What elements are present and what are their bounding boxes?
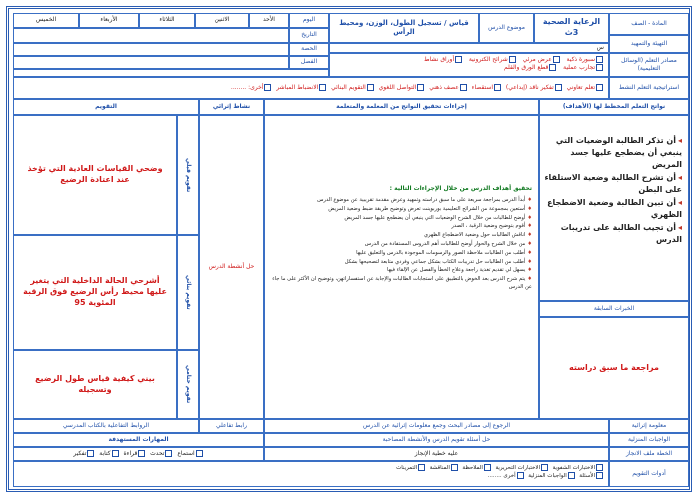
day-cell: الثلاثاء: [139, 13, 195, 28]
class-row: [13, 56, 289, 69]
source-option[interactable]: قطع الورق والقلم: [504, 64, 557, 71]
strategy-option[interactable]: أخرى: ........: [231, 84, 273, 91]
checkbox-icon[interactable]: [541, 464, 548, 471]
procedure-item: ♦أستعين بمجموعة من الشرائح التعليمية بوربوينت تعرض وتوضيح طريقة ضبط وضعية المريض: [328, 205, 532, 212]
evaluation-header: التقويم: [13, 99, 199, 115]
subject-label: المادة - الصف: [609, 13, 689, 35]
sources-label: مصادر التعلم (الوسائل التعليمية): [609, 53, 689, 77]
objective-item: ◂أن تبين الطالبة وضعية الاضطجاع الظهري: [547, 198, 682, 219]
objective-item: ◂أن تجيب الطالبة على تدريبات الدرس: [560, 223, 682, 244]
evaluation-text: وضحي القياسات العادية التي تؤخذ عند اعتادة الرضيع: [13, 115, 177, 235]
skill-option[interactable]: قراءة: [124, 450, 147, 458]
skill-option[interactable]: تفكير: [73, 450, 95, 458]
activity-cell: حل أنشطة الدرس: [199, 115, 264, 419]
checkbox-icon[interactable]: [596, 84, 603, 91]
eval-tool-option[interactable]: الأسئلة: [579, 473, 604, 479]
bullet-icon: ♦: [527, 240, 532, 247]
eval-tools-options: [13, 461, 609, 487]
assign-label: الواجبات المنزلية: [609, 433, 689, 447]
checkbox-icon[interactable]: [596, 464, 603, 471]
procedure-item: ♦يسهل لي تقديم تغذية راجعة وعلاج الخطأ والفصل عن الإلقاء فيها: [387, 267, 532, 274]
checkbox-icon[interactable]: [455, 56, 462, 63]
source-option[interactable]: عرض مرئي: [523, 56, 561, 63]
period-row: [13, 43, 289, 56]
strategy-option[interactable]: التواصل اللغوي: [379, 84, 426, 91]
eval-tool-option[interactable]: أخرى ........: [488, 473, 525, 479]
eval-tool-option[interactable]: الاختبارات الشفوية: [553, 465, 604, 471]
checkbox-icon[interactable]: [460, 84, 467, 91]
prior-label: الخبرات السابقة: [539, 301, 689, 317]
evaluation-type-label: تقويم قبلي: [177, 115, 199, 235]
procedure-item: ♦أطلب من الطالبات حل تدريبات الكتاب بشكل جماعي وفردي متابعة لتصحيحها بشكل: [344, 258, 532, 265]
strategies-options: [13, 77, 609, 99]
strategy-option[interactable]: التقويم البنائي: [331, 84, 375, 91]
skill-option[interactable]: تحدث: [150, 450, 173, 458]
checkbox-icon[interactable]: [509, 56, 516, 63]
objective-item: ◂أن تشرح الطالبة وضعية الاستلقاء على البطن: [544, 173, 682, 194]
eval-tool-option[interactable]: التمرينات: [396, 465, 426, 471]
period-label: الحصة: [289, 43, 329, 56]
objective-item: ◂أن تذكر الطالبة الوضعيات التي ينبغي أن يضطجع عليها جسد المريض: [555, 136, 682, 169]
checkbox-icon[interactable]: [596, 472, 603, 479]
checkbox-icon[interactable]: [112, 450, 119, 457]
arrow-bullet-icon: ◂: [677, 223, 682, 232]
checkbox-icon[interactable]: [367, 84, 374, 91]
evaluation-text: بيني كيفية قياس طول الرضيع وتسجيله: [13, 350, 177, 419]
source-option[interactable]: شرائح الكترونية: [469, 56, 517, 63]
procedure-item: ♦أقوم بتوضيح وضعية الرقبة ، الصدر: [451, 223, 532, 230]
eval-tool-option[interactable]: المناقشة: [430, 465, 459, 471]
checkbox-icon[interactable]: [264, 84, 271, 91]
source-option[interactable]: تجارب عملية: [563, 64, 604, 71]
strategy-option[interactable]: استقصاء: [472, 84, 502, 91]
checkbox-icon[interactable]: [549, 64, 556, 71]
checkbox-icon[interactable]: [553, 56, 560, 63]
eval-tools-label: أدوات التقويم: [609, 461, 689, 487]
procedure-item: ♦أوضح للطالبات من خلال الشرح الوضعيات التي ينبغي أن يضطجع عليها جسد المريض: [344, 214, 532, 221]
date-label: التاريخ: [289, 28, 329, 43]
skills-options: [13, 447, 264, 461]
checkbox-icon[interactable]: [319, 84, 326, 91]
skill-option[interactable]: استماع: [177, 450, 203, 458]
procedure-item: ♦أطلب من الطالبات ملاحظة الصور والرسومات الموجودة بالدرس والتعليق عليها: [356, 249, 532, 256]
sources-options: [329, 53, 609, 77]
lesson-topic-label: موضوع الدرس: [479, 13, 534, 43]
checkbox-icon[interactable]: [87, 450, 94, 457]
source-option[interactable]: أوراق نشاط: [424, 56, 463, 63]
link-value: الروابط التفاعلية بالكتاب المدرسي: [13, 419, 199, 433]
homework-label: معلومة إثرائية: [609, 419, 689, 433]
procedure-item: ♦من خلال الشرح والحوار أوضح للطالبات أهم الدروس المستفادة من الدرس: [364, 240, 532, 247]
class-label: الفصل: [289, 56, 329, 69]
day-cell: الخميس: [13, 13, 79, 28]
objectives-list: [539, 115, 689, 301]
checkbox-icon[interactable]: [196, 450, 203, 457]
bullet-icon: ♦: [527, 205, 532, 212]
link-label: رابط تفاعلي: [199, 419, 264, 433]
prep-label: التهيئة والتمهيد: [609, 35, 689, 53]
day-cell: الأربعاء: [79, 13, 139, 28]
achievement-value: عليه خطية الإنجاز: [264, 447, 609, 461]
checkbox-icon[interactable]: [568, 472, 575, 479]
bullet-icon: ♦: [527, 232, 532, 239]
activity-header: نشاط إثرائي: [199, 99, 264, 115]
eval-tool-option[interactable]: الملاحظة: [462, 465, 492, 471]
strategy-option[interactable]: تفكير ناقد (إبداعي): [506, 84, 563, 91]
bullet-icon: ♦: [527, 249, 532, 256]
day-cell: الأحد: [249, 13, 289, 28]
bullet-icon: ♦: [527, 214, 532, 221]
checkbox-icon[interactable]: [494, 84, 501, 91]
achievement-label: الخطة ملف الانجاز: [609, 447, 689, 461]
procedure-item: ♦يتم شرح الدرس بعد الخوض بالتطبيق على استجابات الطالبات والإجابة عن استفساراتهن، وتوضيح ان الأكثر على ما جاء عن الدرس: [272, 276, 532, 290]
checkbox-icon[interactable]: [451, 464, 458, 471]
lesson-topic-value: قياس / تسجيل الطول، الوزن، ومحيط الرأس: [329, 13, 479, 43]
strategy-option[interactable]: الانضباط المباشر: [276, 84, 327, 91]
checkbox-icon[interactable]: [517, 472, 524, 479]
procedures-header: إجراءات تحقيق النواتج من المعلمة والمتعلمة: [264, 99, 539, 115]
bullet-icon: ♦: [527, 258, 532, 265]
bullet-icon: ♦: [527, 223, 532, 230]
procedures-title: تحقيق أهداف الدرس من خلال الإجراءات التالية :: [389, 185, 532, 192]
checkbox-icon[interactable]: [138, 450, 145, 457]
skill-option[interactable]: كتابة: [99, 450, 119, 458]
source-option[interactable]: سبورة ذكية: [567, 56, 604, 63]
sources-filler: [13, 69, 329, 77]
bullet-icon: ♦: [527, 267, 532, 274]
checkbox-icon[interactable]: [555, 84, 562, 91]
outcomes-header: نواتج التعلم المخطط لها (الأهداف): [539, 99, 689, 115]
evaluation-type-label: تقويم بنائي: [177, 235, 199, 350]
homework-value: الرجوع إلى مصادر البحث وجمع معلومات إثرائية عن الدرس: [264, 419, 609, 433]
evaluation-text: أشرحي الحالة الداخلية التي يتغير عليها محيط رأس الرضيع فوق الرقبة المئوية 95: [13, 235, 177, 350]
evaluation-type-label: تقويم ختامي: [177, 350, 199, 419]
checkbox-icon[interactable]: [417, 84, 424, 91]
arrow-bullet-icon: ◂: [677, 173, 682, 182]
eval-tool-option[interactable]: الواجبات المنزلية: [528, 473, 576, 479]
procedure-item: ♦أبدأ الدرس بمراجعة سريعة على ما سبق دراسته وتمهيد وعرض مقدمة تقريبية عن موضوع الدرس: [317, 197, 532, 203]
subject-value: الرعاية الصحية 3ث: [534, 13, 609, 43]
lesson-plan-frame: [6, 6, 692, 492]
strategy-option[interactable]: تعلم تعاوني: [567, 84, 604, 91]
skills-label: المهارات المستهدفة: [13, 433, 264, 447]
assign-value: حل أسئلة تقويم الدرس والأنشطة المصاحبة: [264, 433, 609, 447]
bullet-icon: ♦: [527, 276, 532, 283]
arrow-bullet-icon: ◂: [677, 136, 682, 145]
prep-value: س: [329, 43, 609, 53]
strategies-label: استراتيجية التعلم النشط: [609, 77, 689, 99]
prior-value: مراجعة ما سبق دراسته: [539, 317, 689, 419]
procedure-item: ♦اناقش الطالبات حول وضعية الاضطجاع الظهري: [423, 232, 532, 239]
day-label: اليوم: [289, 13, 329, 28]
checkbox-icon[interactable]: [418, 464, 425, 471]
checkbox-icon[interactable]: [484, 464, 491, 471]
arrow-bullet-icon: ◂: [677, 198, 682, 207]
procedures-list: [264, 115, 539, 419]
bullet-icon: ♦: [527, 197, 532, 203]
strategy-option[interactable]: عصف ذهني: [429, 84, 468, 91]
checkbox-icon[interactable]: [165, 450, 172, 457]
checkbox-icon[interactable]: [596, 64, 603, 71]
date-row: [13, 28, 289, 43]
day-cell: الاثنين: [195, 13, 249, 28]
checkbox-icon[interactable]: [596, 56, 603, 63]
eval-tool-option[interactable]: الاختبارات التحريرية: [495, 465, 549, 471]
